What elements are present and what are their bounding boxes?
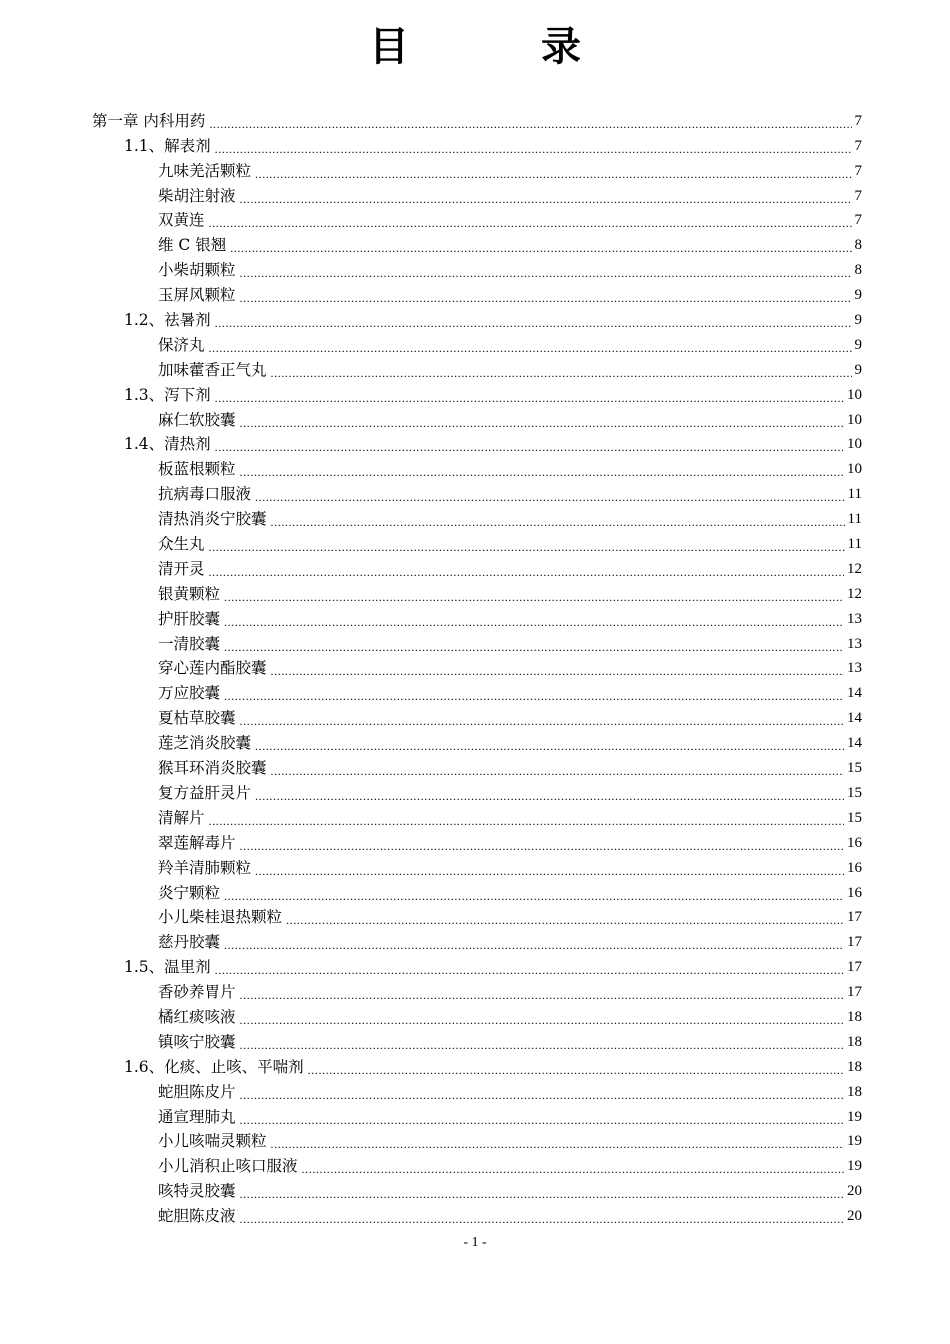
dot-leader [240, 839, 844, 853]
dot-leader [215, 391, 844, 405]
dot-leader [209, 341, 852, 355]
dot-leader [240, 1038, 844, 1052]
toc-entry-page-number: 11 [847, 536, 862, 553]
toc-entry[interactable] [92, 753, 862, 778]
dot-leader [215, 440, 844, 454]
toc-entry[interactable] [92, 728, 862, 753]
toc-entry-page-number: 18 [847, 1083, 862, 1100]
toc-entry-page-number: 16 [847, 834, 862, 851]
toc-entry[interactable] [92, 554, 862, 579]
toc-entry-label: 双黄连 [158, 211, 205, 230]
toc-entry-label: 麻仁软胶囊 [158, 410, 236, 429]
toc-entry[interactable] [92, 579, 862, 604]
dot-leader [255, 490, 845, 504]
toc-entry-label: 清开灵 [158, 559, 205, 578]
dot-leader [255, 167, 851, 181]
toc-entry-page-number: 7 [854, 212, 862, 229]
toc-entry[interactable] [92, 255, 862, 280]
dot-leader [271, 366, 852, 380]
toc-entry[interactable] [92, 430, 862, 455]
dot-leader [215, 963, 844, 977]
toc-entry-label: 抗病毒口服液 [158, 485, 252, 504]
toc-entry-page-number: 19 [847, 1133, 862, 1150]
toc-entry-page-number: 9 [854, 312, 862, 329]
toc-entry-page-number: 14 [847, 685, 862, 702]
toc-entry-label: 镇咳宁胶囊 [158, 1032, 236, 1051]
toc-entry[interactable] [92, 853, 862, 878]
dot-leader [255, 789, 844, 803]
toc-entry[interactable] [92, 1127, 862, 1152]
toc-entry-page-number: 12 [847, 560, 862, 577]
toc-entry-page-number: 17 [847, 909, 862, 926]
dot-leader [240, 465, 844, 479]
toc-entry[interactable] [92, 330, 862, 355]
dot-leader [240, 416, 844, 430]
toc-entry-label: 清解片 [158, 808, 205, 827]
toc-entry-page-number: 9 [854, 336, 862, 353]
dot-leader [209, 216, 852, 230]
page-number-footer: - 1 - [463, 1235, 487, 1250]
toc-entry[interactable] [92, 106, 862, 131]
toc-entry[interactable] [92, 1052, 862, 1077]
toc-entry-label: 猴耳环消炎胶囊 [158, 759, 267, 778]
dot-leader [209, 540, 845, 554]
toc-entry[interactable] [92, 703, 862, 728]
toc-entry-page-number: 7 [854, 137, 862, 154]
dot-leader [224, 938, 844, 952]
toc-entry[interactable] [92, 1102, 862, 1127]
dot-leader [255, 739, 844, 753]
toc-entry-label: 蛇胆陈皮片 [158, 1082, 236, 1101]
dot-leader [240, 1113, 844, 1127]
toc-entry-page-number: 11 [847, 486, 862, 503]
toc-entry-label: 橘红痰咳液 [158, 1007, 236, 1026]
toc-entry-page-number: 9 [854, 361, 862, 378]
toc-entry[interactable] [92, 878, 862, 903]
toc-entry-page-number: 10 [847, 386, 862, 403]
toc-entry-page-number: 12 [847, 585, 862, 602]
dot-leader [215, 316, 852, 330]
toc-entry-label: 复方益肝灵片 [158, 783, 252, 802]
toc-entry-label: 小儿消积止咳口服液 [158, 1157, 298, 1176]
dot-leader [240, 291, 852, 305]
dot-leader [240, 266, 852, 280]
toc-entry[interactable] [92, 181, 862, 206]
table-of-contents [92, 106, 862, 1226]
dot-leader [224, 889, 844, 903]
toc-entry[interactable] [92, 1151, 862, 1176]
toc-entry-page-number: 10 [847, 461, 862, 478]
toc-entry-label: 1.3、泻下剂 [124, 385, 211, 404]
dot-leader [209, 117, 851, 131]
toc-entry-page-number: 20 [847, 1183, 862, 1200]
toc-entry-label: 香砂养胃片 [158, 983, 236, 1002]
toc-entry-label: 九味羌活颗粒 [158, 161, 252, 180]
dot-leader [271, 1137, 844, 1151]
toc-entry[interactable] [92, 803, 862, 828]
toc-entry-label: 第一章 内科用药 [92, 111, 206, 130]
toc-entry[interactable] [92, 1201, 862, 1226]
toc-entry-label: 小儿柴桂退热颗粒 [158, 908, 283, 927]
dot-leader [271, 764, 844, 778]
toc-entry[interactable] [92, 629, 862, 654]
toc-entry-page-number: 14 [847, 735, 862, 752]
toc-entry[interactable] [92, 828, 862, 853]
toc-entry-label: 穿心莲内酯胶囊 [158, 659, 267, 678]
toc-entry[interactable] [92, 977, 862, 1002]
toc-entry-page-number: 9 [854, 287, 862, 304]
dot-leader [224, 590, 844, 604]
toc-entry-label: 慈丹胶囊 [158, 933, 221, 952]
toc-entry[interactable] [92, 529, 862, 554]
toc-entry-label: 炎宁颗粒 [158, 883, 221, 902]
toc-entry-label: 1.5、温里剂 [124, 958, 211, 977]
toc-entry-page-number: 13 [847, 635, 862, 652]
dot-leader [271, 515, 845, 529]
toc-entry-page-number: 19 [847, 1108, 862, 1125]
toc-entry-label: 蛇胆陈皮液 [158, 1207, 236, 1226]
page-title: 目 录 [369, 24, 627, 70]
toc-entry-page-number: 7 [854, 112, 862, 129]
toc-entry-label: 1.6、化痰、止咳、平喘剂 [124, 1057, 304, 1076]
dot-leader [230, 241, 851, 255]
toc-entry[interactable] [92, 952, 862, 977]
toc-entry-label: 众生丸 [158, 535, 205, 554]
dot-leader [224, 640, 844, 654]
dot-leader [240, 714, 844, 728]
toc-entry[interactable] [92, 1176, 862, 1201]
toc-entry[interactable] [92, 355, 862, 380]
dot-leader [271, 664, 844, 678]
toc-entry[interactable] [92, 1077, 862, 1102]
toc-entry-page-number: 15 [847, 784, 862, 801]
toc-entry[interactable] [92, 156, 862, 181]
toc-entry-page-number: 18 [847, 1008, 862, 1025]
dot-leader [240, 192, 852, 206]
toc-entry-label: 维 C 银翘 [158, 236, 227, 255]
toc-entry[interactable] [92, 778, 862, 803]
dot-leader [286, 913, 844, 927]
toc-entry-label: 万应胶囊 [158, 684, 221, 703]
toc-entry[interactable] [92, 280, 862, 305]
toc-entry[interactable] [92, 1002, 862, 1027]
toc-entry[interactable] [92, 903, 862, 928]
toc-entry-page-number: 17 [847, 959, 862, 976]
toc-entry[interactable] [92, 131, 862, 156]
dot-leader [215, 142, 852, 156]
toc-entry[interactable] [92, 479, 862, 504]
toc-entry[interactable] [92, 405, 862, 430]
toc-entry-label: 羚羊清肺颗粒 [158, 858, 252, 877]
dot-leader [240, 1013, 844, 1027]
toc-entry-label: 玉屏风颗粒 [158, 286, 236, 305]
toc-entry-label: 小柴胡颗粒 [158, 261, 236, 280]
toc-entry-label: 银黄颗粒 [158, 584, 221, 603]
dot-leader [224, 689, 844, 703]
toc-entry-page-number: 8 [854, 262, 862, 279]
toc-entry-label: 莲芝消炎胶囊 [158, 734, 252, 753]
toc-entry-label: 保济丸 [158, 335, 205, 354]
toc-entry-label: 护肝胶囊 [158, 609, 221, 628]
toc-entry-page-number: 16 [847, 859, 862, 876]
toc-entry-page-number: 13 [847, 660, 862, 677]
toc-entry-label: 1.1、解表剂 [124, 136, 211, 155]
dot-leader [209, 814, 844, 828]
toc-entry-page-number: 18 [847, 1033, 862, 1050]
toc-entry-page-number: 15 [847, 809, 862, 826]
toc-entry-label: 咳特灵胶囊 [158, 1182, 236, 1201]
toc-entry-page-number: 8 [854, 237, 862, 254]
toc-entry-page-number: 10 [847, 436, 862, 453]
toc-entry[interactable] [92, 305, 862, 330]
toc-entry-label: 1.4、清热剂 [124, 435, 211, 454]
toc-entry-page-number: 13 [847, 610, 862, 627]
toc-entry-label: 清热消炎宁胶囊 [158, 510, 267, 529]
dot-leader [255, 864, 844, 878]
dot-leader [209, 565, 844, 579]
dot-leader [302, 1162, 844, 1176]
dot-leader [308, 1063, 844, 1077]
dot-leader [240, 1212, 844, 1226]
toc-entry-page-number: 20 [847, 1208, 862, 1225]
toc-entry-page-number: 10 [847, 411, 862, 428]
toc-entry-label: 一清胶囊 [158, 634, 221, 653]
toc-entry-page-number: 18 [847, 1058, 862, 1075]
toc-entry-page-number: 17 [847, 934, 862, 951]
toc-entry-page-number: 7 [854, 187, 862, 204]
toc-entry-label: 夏枯草胶囊 [158, 709, 236, 728]
toc-entry[interactable] [92, 230, 862, 255]
toc-entry-label: 加味藿香正气丸 [158, 360, 267, 379]
toc-entry[interactable] [92, 454, 862, 479]
dot-leader [240, 1187, 844, 1201]
dot-leader [240, 1088, 844, 1102]
dot-leader [240, 988, 844, 1002]
toc-entry-label: 小儿咳喘灵颗粒 [158, 1132, 267, 1151]
toc-entry[interactable] [92, 1027, 862, 1052]
toc-entry-page-number: 16 [847, 884, 862, 901]
toc-entry[interactable] [92, 604, 862, 629]
toc-entry[interactable] [92, 380, 862, 405]
dot-leader [224, 615, 844, 629]
toc-entry-page-number: 14 [847, 710, 862, 727]
toc-entry-label: 柴胡注射液 [158, 186, 236, 205]
toc-entry[interactable] [92, 678, 862, 703]
toc-entry[interactable] [92, 504, 862, 529]
toc-entry-page-number: 19 [847, 1158, 862, 1175]
toc-entry-label: 1.2、祛暑剂 [124, 311, 211, 330]
toc-entry-page-number: 17 [847, 984, 862, 1001]
toc-entry-label: 通宣理肺丸 [158, 1107, 236, 1126]
toc-entry-label: 板蓝根颗粒 [158, 460, 236, 479]
toc-entry-page-number: 15 [847, 760, 862, 777]
toc-entry-page-number: 11 [847, 511, 862, 528]
toc-entry-page-number: 7 [854, 162, 862, 179]
toc-entry[interactable] [92, 927, 862, 952]
toc-entry-label: 翠莲解毒片 [158, 833, 236, 852]
toc-entry[interactable] [92, 206, 862, 231]
toc-entry[interactable] [92, 654, 862, 679]
